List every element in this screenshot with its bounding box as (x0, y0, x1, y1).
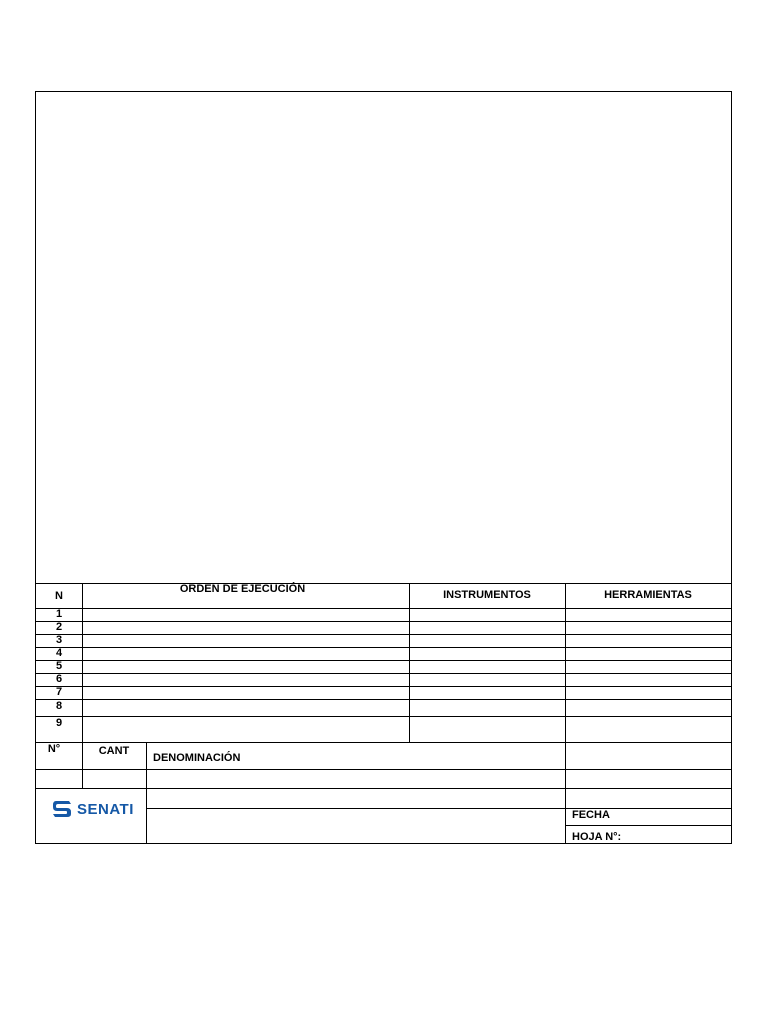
row-divider (36, 647, 731, 648)
row-number: 2 (55, 621, 63, 633)
senati-logo (52, 800, 134, 818)
parts-top-border (36, 742, 731, 743)
row-divider (36, 621, 731, 622)
parts-header-numero: N° (47, 743, 61, 755)
parts-header-denominacion: DENOMINACIÓN (153, 752, 241, 764)
col-orden-divider (409, 583, 410, 742)
fecha-label: FECHA (572, 809, 610, 821)
col-cant-divider (146, 742, 147, 843)
row-number: 1 (55, 608, 63, 620)
row-divider (36, 716, 731, 717)
row-number: 6 (55, 673, 63, 685)
row-divider (36, 673, 731, 674)
senati-logo-text: SENATI (77, 800, 134, 818)
drawing-area (36, 92, 731, 583)
header-orden-ejecucion: ORDEN DE EJECUCIÓN (179, 583, 306, 595)
header-n: N (55, 590, 63, 602)
row-number: 4 (55, 647, 63, 659)
parts-row-divider (36, 769, 731, 770)
row-divider (36, 660, 731, 661)
row-divider (36, 686, 731, 687)
row-number: 5 (55, 660, 63, 672)
row-number: 7 (55, 686, 63, 698)
row-divider (36, 699, 731, 700)
parts-bottom-border (36, 788, 731, 789)
header-instrumentos: INSTRUMENTOS (443, 589, 531, 601)
parts-header-cant: CANT (98, 745, 130, 757)
senati-logo-icon (52, 800, 72, 818)
col-n-divider (82, 583, 83, 788)
title-divider (146, 808, 731, 809)
col-instrumentos-divider (565, 583, 566, 843)
row-number: 8 (55, 700, 63, 712)
row-number: 9 (55, 717, 63, 729)
title-block-sheet (35, 91, 732, 844)
row-number: 3 (55, 634, 63, 646)
row-divider (36, 634, 731, 635)
header-divider (36, 608, 731, 609)
fecha-divider (565, 825, 731, 826)
header-herramientas: HERRAMIENTAS (604, 589, 692, 601)
hoja-label: HOJA N°: (572, 831, 622, 843)
